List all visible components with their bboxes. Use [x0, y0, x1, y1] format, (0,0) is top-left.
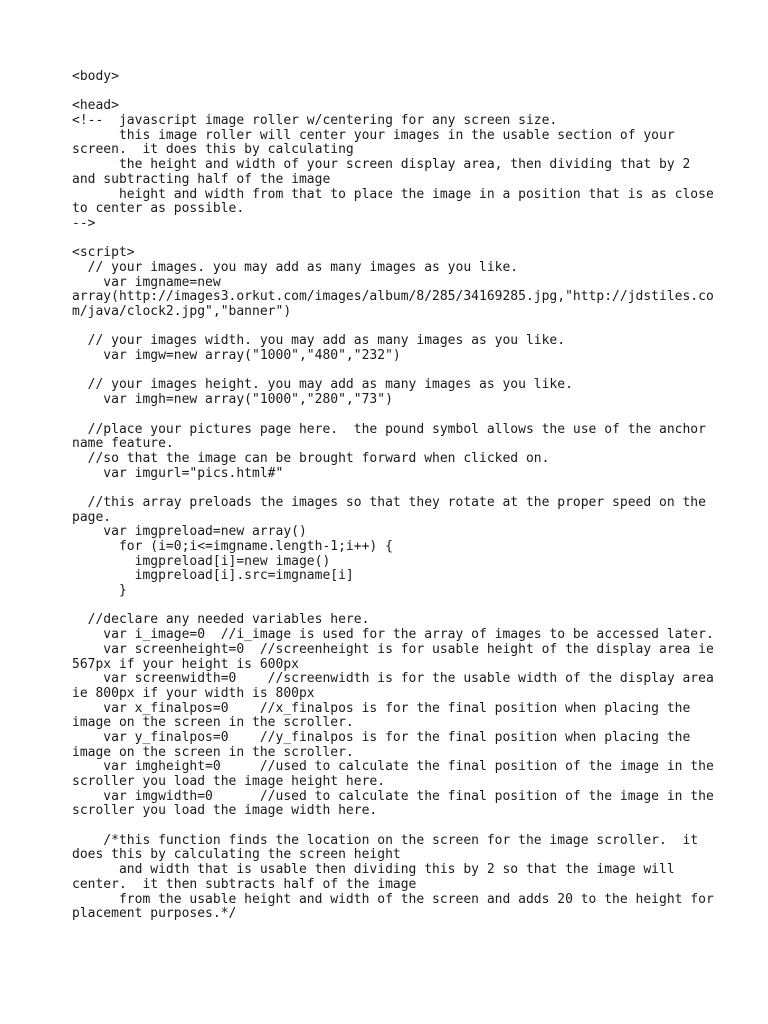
code-line: page. [72, 509, 112, 525]
code-line [72, 320, 702, 335]
code-line: var imgpreload=new array() [72, 524, 307, 540]
code-line: to center as possible. [72, 201, 245, 217]
code-line: //so that the image can be brought forward when clicked on. [72, 450, 550, 466]
code-line [72, 481, 702, 496]
code-line: <head> [72, 98, 119, 114]
code-line: imgpreload[i].src=imgname[i] [72, 568, 354, 584]
code-line: //place your pictures page here. the pound symbol allows the use of the anchor [72, 421, 706, 437]
code-line: <script> [72, 245, 135, 261]
code-listing [72, 69, 714, 922]
code-line [72, 364, 702, 379]
code-line: // your images width. you may add as many images as you like. [72, 333, 566, 349]
code-line [72, 819, 702, 834]
code-line: // your images height. you may add as many images as you like. [72, 377, 573, 393]
code-line: and subtracting half of the image [72, 171, 331, 187]
code-line: } [72, 583, 127, 599]
code-line: //declare any needed variables here. [72, 612, 370, 628]
code-line: var imgh=new array("1000","280","73") [72, 392, 393, 408]
code-line [72, 85, 702, 100]
code-line: ie 800px if your width is 800px [72, 685, 315, 701]
code-line: scroller you load the image width here. [72, 803, 378, 819]
code-line: array(http://images3.orkut.com/images/album/8/285/34169285.jpg,"http://jdstiles.co [72, 289, 714, 305]
code-line: does this by calculating the screen height [72, 847, 401, 863]
code-line: from the usable height and width of the screen and adds 20 to the height for [72, 891, 714, 907]
code-line: placement purposes.*/ [72, 906, 237, 922]
code-line: var imgname=new [72, 274, 221, 290]
code-line: var i_image=0 //i_image is used for the array of images to be accessed later. [72, 627, 714, 643]
code-line: image on the screen in the scroller. [72, 715, 354, 731]
code-line: var screenheight=0 //screenheight is for usable height of the display area ie [72, 641, 714, 657]
code-line: var imgw=new array("1000","480","232") [72, 348, 401, 364]
code-line: 567px if your height is 600px [72, 656, 299, 672]
code-line: screen. it does this by calculating [72, 142, 354, 158]
code-line: /*this function finds the location on the screen for the image scroller. it [72, 832, 699, 848]
code-line: var y_finalpos=0 //y_finalpos is for the final position when placing the [72, 729, 691, 745]
code-line: m/java/clock2.jpg","banner") [72, 304, 292, 319]
code-line: the height and width of your screen display area, then dividing that by 2 [72, 157, 691, 173]
code-line: var imgheight=0 //used to calculate the final position of the image in the [72, 759, 714, 775]
code-line: var x_finalpos=0 //x_finalpos is for the final position when placing the [72, 700, 691, 716]
code-line: // your images. you may add as many images as you like. [72, 259, 519, 275]
code-line: <!-- javascript image roller w/centering for any screen size. [72, 113, 558, 129]
code-line: <body> [72, 69, 119, 84]
code-line: var screenwidth=0 //screenwidth is for the usable width of the display area [72, 671, 714, 687]
code-line: --> [72, 215, 96, 231]
code-line [72, 408, 702, 423]
code-line [72, 232, 702, 247]
code-line: scroller you load the image height here. [72, 774, 386, 789]
code-line: center. it then subtracts half of the image [72, 876, 417, 892]
code-line: this image roller will center your images in the usable section of your [72, 127, 675, 143]
code-line: var imgwidth=0 //used to calculate the final position of the image in the [72, 788, 714, 804]
code-line: image on the screen in the scroller. [72, 744, 354, 760]
code-line: //this array preloads the images so that they rotate at the proper speed on the [72, 494, 706, 510]
code-line: and width that is usable then dividing this by 2 so that the image will [72, 862, 675, 878]
code-line: for (i=0;i<=imgname.length-1;i++) { [72, 539, 393, 554]
code-line: var imgurl="pics.html#" [72, 465, 284, 481]
code-line: imgpreload[i]=new image() [72, 553, 331, 569]
code-line: name feature. [72, 436, 174, 452]
code-line: height and width from that to place the image in a position that is as close [72, 186, 714, 202]
code-line [72, 599, 702, 614]
